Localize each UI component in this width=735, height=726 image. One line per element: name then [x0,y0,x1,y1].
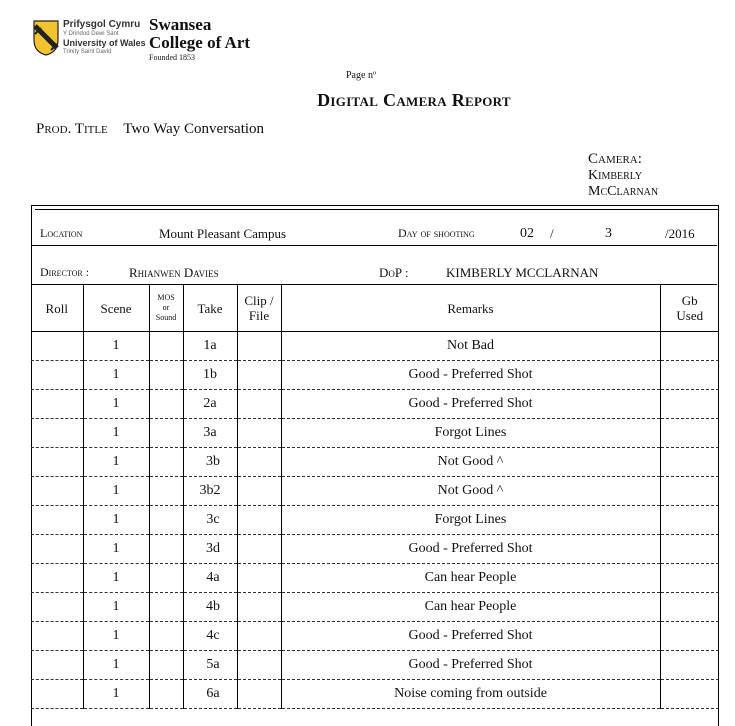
mos-cell [149,419,183,448]
university-name [63,20,146,55]
take-cell: 2a [183,390,237,419]
remarks-cell: Forgot Lines [281,506,660,535]
mos-cell [149,332,183,361]
shooting-day: 02 [520,226,534,241]
remarks-cell: Can hear People [281,593,660,622]
table-row [31,680,719,709]
mos-cell [149,535,183,564]
mos-cell [149,448,183,477]
take-cell: 1b [183,361,237,390]
clip-cell [237,448,281,477]
remarks-cell: Forgot Lines [281,419,660,448]
roll-cell [31,361,83,390]
scene-cell: 1 [83,651,149,680]
mos-header [149,285,183,332]
clip-cell [237,419,281,448]
mos-cell [149,651,183,680]
director-value: Rhianwen Davies [129,265,219,280]
scene-cell: 1 [83,332,149,361]
roll-cell [31,593,83,622]
clip-cell [237,535,281,564]
clip-cell [237,390,281,419]
gb-cell [660,506,719,535]
page-number-label: Page nº [346,70,377,81]
scene-cell: 1 [83,593,149,622]
clip-cell [237,361,281,390]
roll-cell [31,477,83,506]
take-cell: 3d [183,535,237,564]
clip-cell [237,506,281,535]
roll-cell [31,680,83,709]
roll-cell [31,390,83,419]
double-rule [35,209,718,210]
report-title: Digital Camera Report [317,90,511,110]
clip-cell [237,651,281,680]
remarks-cell: Can hear People [281,564,660,593]
gb-cell [660,535,719,564]
clip-header-line: File [248,308,270,323]
mos-cell [149,564,183,593]
remarks-cell: Good - Preferred Shot [281,651,660,680]
clip-file-header [237,285,281,332]
clip-cell [237,332,281,361]
gb-cell [660,680,719,709]
remarks-cell: Not Good ^ [281,448,660,477]
remarks-cell: Noise coming from outside [281,680,660,709]
university-line: Y Drindod Dewi Sant [63,31,119,37]
clip-cell [237,477,281,506]
college-logo [33,15,263,64]
table-header-row [31,285,719,332]
roll-cell [31,564,83,593]
mos-header-line: Sound [155,313,177,322]
mos-cell [149,361,183,390]
roll-cell [31,506,83,535]
table-row [31,564,719,593]
gb-header-line: Gb [681,293,698,308]
roll-cell [31,419,83,448]
gb-cell [660,448,719,477]
gb-cell [660,477,719,506]
table-row [31,419,719,448]
table-row [31,622,719,651]
remarks-cell: Not Good ^ [281,477,660,506]
roll-cell [31,448,83,477]
mos-cell [149,593,183,622]
dop-value: KIMBERLY MCCLARNAN [446,265,599,280]
location-value: Mount Pleasant Campus [159,226,287,241]
take-cell: 4c [183,622,237,651]
location-label: Location [40,226,83,240]
scene-cell: 1 [83,564,149,593]
university-line: University of Wales [63,38,146,48]
take-cell: 4a [183,564,237,593]
remarks-cell: Good - Preferred Shot [281,622,660,651]
roll-cell [31,622,83,651]
take-cell: 4b [183,593,237,622]
table-row [31,477,719,506]
mos-cell [149,390,183,419]
gb-cell [660,651,719,680]
scene-cell: 1 [83,622,149,651]
roll-header: Roll [31,285,83,332]
shooting-year: /2016 [665,226,695,241]
college-name [149,16,250,62]
divider [31,245,717,246]
day-of-shooting-label: Day of shooting [398,226,475,240]
gb-cell [660,419,719,448]
roll-cell [31,535,83,564]
scene-cell: 1 [83,361,149,390]
gb-used-header [660,285,719,332]
scene-header: Scene [83,285,149,332]
gb-cell [660,361,719,390]
table-row [31,332,719,361]
clip-cell [237,622,281,651]
production-title-value: Two Way Conversation [123,121,265,137]
camera-label: Camera: [588,151,642,167]
take-header: Take [183,285,237,332]
scene-cell: 1 [83,390,149,419]
table-row [31,535,719,564]
clip-cell [237,593,281,622]
founded-text: Founded 1853 [149,53,195,62]
roll-cell [31,651,83,680]
shooting-month: 3 [605,226,612,241]
takes-table [31,285,719,709]
college-line-1: Swansea [149,15,212,34]
take-cell: 5a [183,651,237,680]
clip-cell [237,680,281,709]
crest-icon [33,20,59,56]
remarks-cell: Good - Preferred Shot [281,390,660,419]
table-row [31,448,719,477]
remarks-cell: Not Bad [281,332,660,361]
gb-header-line: Used [676,308,704,323]
scene-cell: 1 [83,680,149,709]
mos-cell [149,506,183,535]
gb-cell [660,390,719,419]
take-cell: 3b [183,448,237,477]
gb-cell [660,593,719,622]
take-cell: 3a [183,419,237,448]
camera-value-line-1: Kimberly [588,168,643,183]
scene-cell: 1 [83,477,149,506]
mos-cell [149,622,183,651]
scene-cell: 1 [83,535,149,564]
take-cell: 3b2 [183,477,237,506]
remarks-cell: Good - Preferred Shot [281,361,660,390]
table-row [31,506,719,535]
production-title [36,121,264,138]
table-row [31,593,719,622]
take-cell: 3c [183,506,237,535]
take-cell: 1a [183,332,237,361]
table-row [31,390,719,419]
camera-block [588,150,658,200]
table-row [31,651,719,680]
date-separator: / [550,226,554,241]
dop-label: DoP : [379,265,409,280]
scene-cell: 1 [83,419,149,448]
clip-header-line: Clip / [244,293,274,308]
scene-cell: 1 [83,506,149,535]
roll-cell [31,332,83,361]
gb-cell [660,622,719,651]
mos-cell [149,680,183,709]
clip-cell [237,564,281,593]
college-line-2: College of Art [149,33,251,52]
table-row [31,361,719,390]
scene-cell: 1 [83,448,149,477]
camera-value-line-2: McClarnan [588,184,659,199]
take-cell: 6a [183,680,237,709]
production-title-label: Prod. Title [36,121,108,137]
gb-cell [660,564,719,593]
gb-cell [660,332,719,361]
mos-header-line: or [162,303,170,312]
mos-header-line: MOS [157,293,175,302]
remarks-header: Remarks [281,285,660,332]
university-line: Prifysgol Cymru [63,19,141,30]
university-line: Trinity Saint David [63,49,112,55]
mos-cell [149,477,183,506]
director-label: Director : [40,265,90,279]
remarks-cell: Good - Preferred Shot [281,535,660,564]
